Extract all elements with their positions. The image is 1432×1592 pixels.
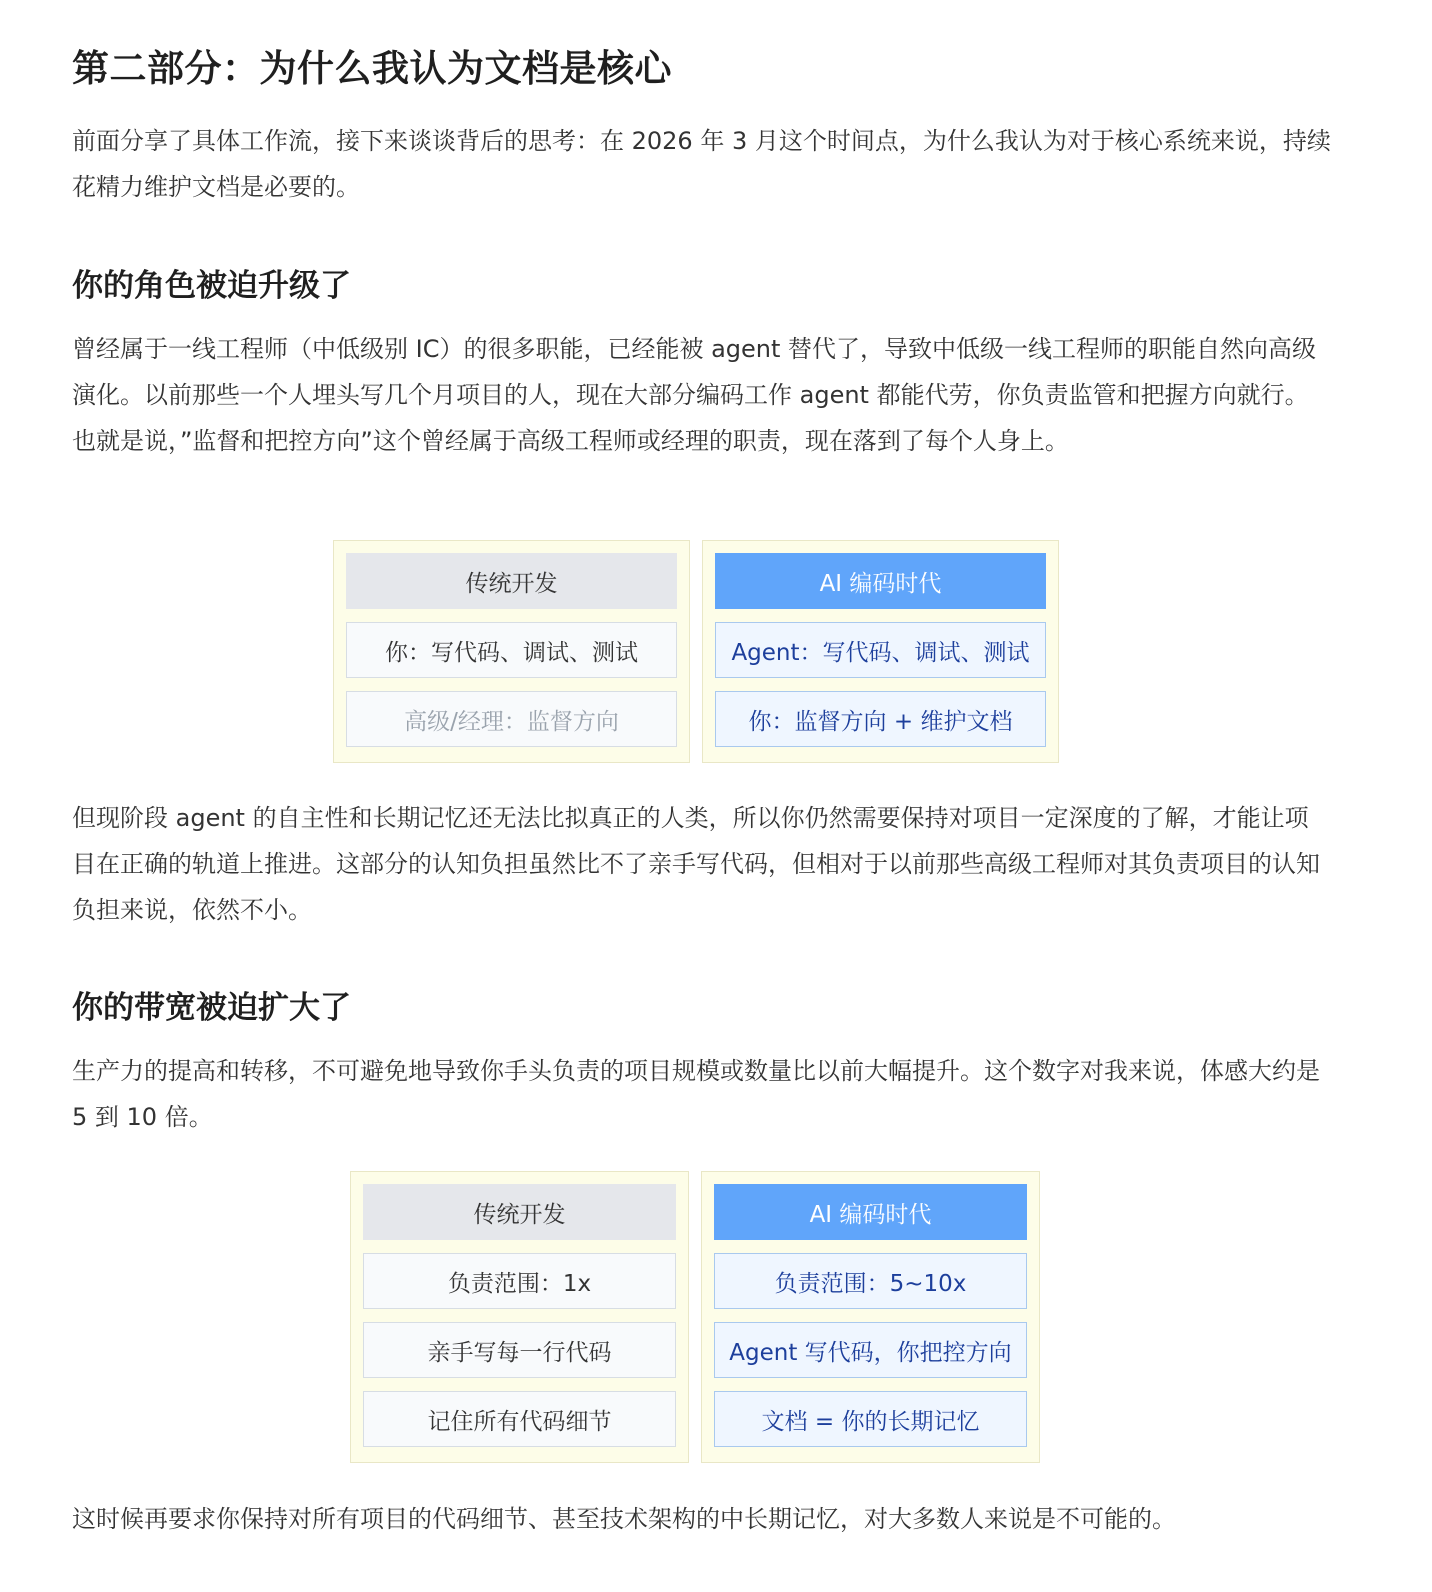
- traditional-column: [333, 540, 690, 763]
- traditional-header: 传统开发: [363, 1184, 676, 1240]
- traditional-row: 高级/经理：监督方向: [346, 691, 677, 747]
- traditional-column: [350, 1171, 689, 1463]
- traditional-row: 负责范围：1x: [363, 1253, 676, 1309]
- ai-row: 负责范围：5~10x: [714, 1253, 1027, 1309]
- traditional-row: 记住所有代码细节: [363, 1391, 676, 1447]
- closing-paragraph: 这时候再要求你保持对所有项目的代码细节、甚至技术架构的中长期记忆，对大多数人来说是不可能的。: [72, 1505, 1176, 1533]
- section-heading-role: 你的角色被迫升级了: [72, 268, 351, 304]
- section-heading-bandwidth: 你的带宽被迫扩大了: [72, 990, 351, 1026]
- traditional-row: 亲手写每一行代码: [363, 1322, 676, 1378]
- role-comparison-diagram: [333, 540, 1059, 763]
- ai-column: [702, 540, 1059, 763]
- traditional-row: 你：写代码、调试、测试: [346, 622, 677, 678]
- intro-paragraph: 前面分享了具体工作流，接下来谈谈背后的思考：在 2026 年 3 月这个时间点，为什么我认为对于核心系统来说，持续花精力维护文档是必要的。: [72, 127, 1331, 201]
- traditional-header: 传统开发: [346, 553, 677, 609]
- ai-header: AI 编码时代: [714, 1184, 1027, 1240]
- bandwidth-paragraph: 生产力的提高和转移，不可避免地导致你手头负责的项目规模或数量比以前大幅提升。这个数字对我来说，体感大约是 5 到 10 倍。: [72, 1057, 1320, 1131]
- bandwidth-comparison-diagram: [350, 1171, 1040, 1463]
- ai-row: Agent 写代码，你把控方向: [714, 1322, 1027, 1378]
- role-paragraph: 曾经属于一线工程师（中低级别 IC）的很多职能，已经能被 agent 替代了，导致中低级一线工程师的职能自然向高级演化。以前那些一个人埋头写几个月项目的人，现在大部分编码工作 agent 都能代劳，你负责监管和把握方向就行。也就是说，”监督和把控方向”这个曾经属于高级工程师或经理的职责，现在落到了每个人身上。: [72, 335, 1317, 455]
- ai-row: Agent：写代码、调试、测试: [715, 622, 1046, 678]
- ai-row: 文档 = 你的长期记忆: [714, 1391, 1027, 1447]
- cognitive-load-paragraph: 但现阶段 agent 的自主性和长期记忆还无法比拟真正的人类，所以你仍然需要保持对项目一定深度的了解，才能让项目在正确的轨道上推进。这部分的认知负担虽然比不了亲手写代码，但相对于以前那些高级工程师对其负责项目的认知负担来说，依然不小。: [72, 804, 1320, 924]
- ai-column: [701, 1171, 1040, 1463]
- ai-header: AI 编码时代: [715, 553, 1046, 609]
- page-title: 第二部分：为什么我认为文档是核心: [72, 47, 672, 90]
- ai-row: 你：监督方向 + 维护文档: [715, 691, 1046, 747]
